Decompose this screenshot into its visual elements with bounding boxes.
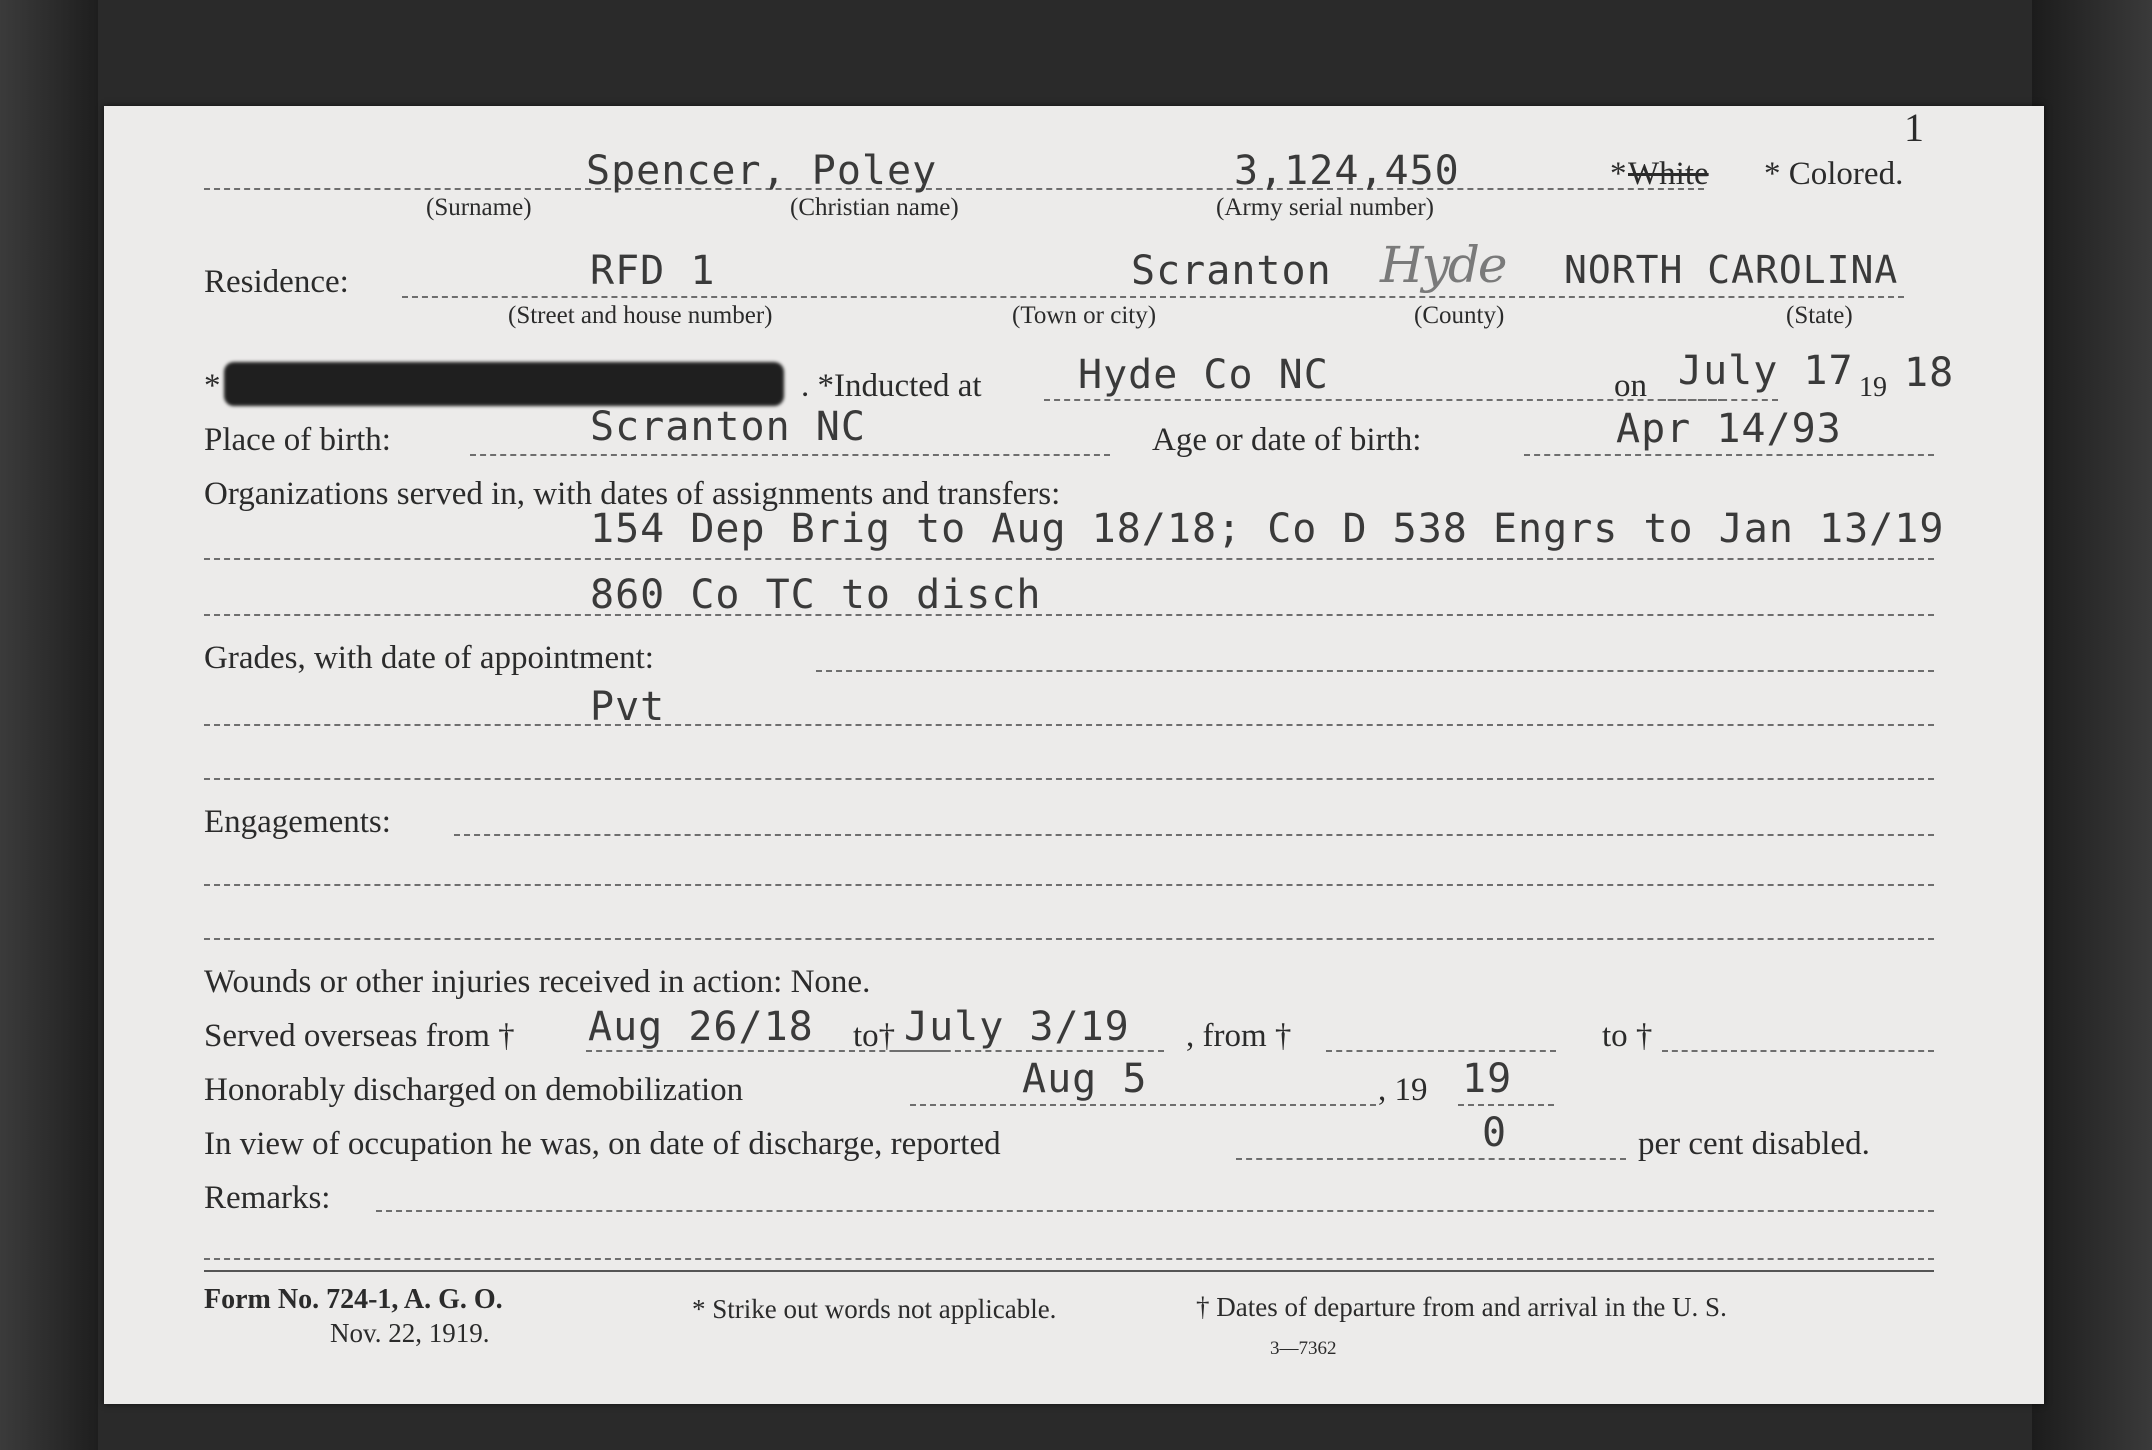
overseas-to-line bbox=[894, 1050, 1164, 1052]
organizations-label: Organizations served in, with dates of assignments and transfers: bbox=[204, 476, 1061, 512]
footnote-dates: † Dates of departure from and arrival in the U. S. bbox=[1196, 1292, 1727, 1322]
overseas-to-value: July 3/19 bbox=[904, 1004, 1130, 1050]
disability-suffix: per cent disabled. bbox=[1638, 1126, 1870, 1162]
inducted-label: . *Inducted at bbox=[801, 368, 982, 404]
birth-place-label: Place of birth: bbox=[204, 422, 391, 458]
grades-label: Grades, with date of appointment: bbox=[204, 640, 654, 676]
engagements-line-3 bbox=[204, 938, 1934, 940]
overseas-to2-line bbox=[1662, 1050, 1934, 1052]
grades-line-3 bbox=[204, 778, 1934, 780]
overseas-label: Served overseas from † bbox=[204, 1018, 515, 1054]
race-asterisk: * bbox=[1610, 156, 1627, 192]
discharge-year: 19 bbox=[1462, 1056, 1513, 1102]
discharge-label: Honorably discharged on demobilization bbox=[204, 1072, 744, 1108]
christian-name-caption: (Christian name) bbox=[790, 194, 959, 221]
birth-place-value: Scranton NC bbox=[590, 404, 866, 450]
discharge-year-prefix: , 19 bbox=[1378, 1072, 1428, 1108]
serial-caption: (Army serial number) bbox=[1216, 194, 1434, 221]
disability-value: 0 bbox=[1482, 1110, 1508, 1156]
wounds-text: Wounds or other injuries received in action: None. bbox=[204, 964, 871, 1000]
birth-date-line bbox=[1524, 454, 1934, 456]
name-value: Spencer, Poley bbox=[586, 148, 938, 194]
discharge-date: Aug 5 bbox=[1022, 1056, 1148, 1102]
organizations-value-2: 860 Co TC to disch bbox=[590, 572, 1042, 618]
residence-county-handwritten: Hyde bbox=[1380, 236, 1506, 294]
print-code: 3—7362 bbox=[1270, 1338, 1337, 1359]
scan-left-edge bbox=[0, 0, 98, 1450]
birth-date-label: Age or date of birth: bbox=[1152, 422, 1422, 458]
organizations-line-1 bbox=[204, 558, 1934, 560]
form-number: Form No. 724-1, A. G. O. bbox=[204, 1284, 503, 1315]
discharge-date-line bbox=[910, 1104, 1376, 1106]
residence-line bbox=[402, 296, 1904, 298]
street-caption: (Street and house number) bbox=[508, 302, 773, 329]
redaction-mark bbox=[224, 362, 784, 406]
residence-label: Residence: bbox=[204, 264, 349, 300]
race-colored: * Colored. bbox=[1764, 156, 1904, 192]
overseas-from2-label: , from † bbox=[1186, 1018, 1292, 1054]
surname-caption: (Surname) bbox=[426, 194, 532, 221]
induction-year-prefix: 19 bbox=[1859, 372, 1887, 403]
grades-value: Pvt bbox=[590, 684, 666, 730]
disability-line bbox=[1236, 1158, 1626, 1160]
town-caption: (Town or city) bbox=[1012, 302, 1157, 329]
discharge-year-line bbox=[1458, 1104, 1554, 1106]
residence-street: RFD 1 bbox=[590, 248, 716, 294]
disability-label: In view of occupation he was, on date of discharge, reported bbox=[204, 1126, 1001, 1162]
serial-value: 3,124,450 bbox=[1234, 148, 1460, 194]
residence-state: NORTH CAROLINA bbox=[1564, 248, 1899, 292]
overseas-from2-line bbox=[1326, 1050, 1556, 1052]
residence-town: Scranton bbox=[1131, 248, 1332, 294]
engagements-label: Engagements: bbox=[204, 804, 391, 840]
overseas-from-value: Aug 26/18 bbox=[588, 1004, 814, 1050]
overseas-to2-label: to † bbox=[1602, 1018, 1653, 1054]
county-caption: (County) bbox=[1414, 302, 1505, 329]
enlistment-asterisk: * bbox=[204, 368, 221, 404]
remarks-line-1 bbox=[376, 1210, 1934, 1212]
engagements-line-1 bbox=[454, 834, 1934, 836]
remarks-label: Remarks: bbox=[204, 1180, 331, 1216]
page-number: 1 bbox=[1904, 105, 1924, 150]
birth-date-value: Apr 14/93 bbox=[1616, 406, 1842, 452]
organizations-value-1: 154 Dep Brig to Aug 18/18; Co D 538 Engrs to Jan 13/19 bbox=[590, 506, 1945, 552]
birth-place-line bbox=[470, 454, 1110, 456]
grades-line-1 bbox=[816, 670, 1934, 672]
engagements-line-2 bbox=[204, 884, 1934, 886]
on-label: on bbox=[1614, 368, 1647, 404]
service-record-card bbox=[104, 106, 2044, 1404]
induction-year: 18 bbox=[1904, 350, 1955, 396]
induction-date: July 17 bbox=[1678, 348, 1854, 394]
induction-date-line bbox=[1660, 399, 1778, 401]
footnote-strike: * Strike out words not applicable. bbox=[692, 1294, 1057, 1324]
inducted-at-value: Hyde Co NC bbox=[1078, 352, 1329, 398]
name-line bbox=[204, 188, 1704, 190]
state-caption: (State) bbox=[1786, 302, 1853, 329]
form-date: Nov. 22, 1919. bbox=[330, 1318, 490, 1348]
grades-line-2 bbox=[204, 724, 1934, 726]
footer-rule bbox=[204, 1270, 1934, 1272]
scan-right-edge bbox=[2032, 0, 2152, 1450]
remarks-line-2 bbox=[204, 1258, 1934, 1260]
organizations-line-2 bbox=[204, 614, 1934, 616]
race-white-struck: White bbox=[1628, 156, 1709, 192]
overseas-to-label: to† bbox=[853, 1018, 896, 1054]
